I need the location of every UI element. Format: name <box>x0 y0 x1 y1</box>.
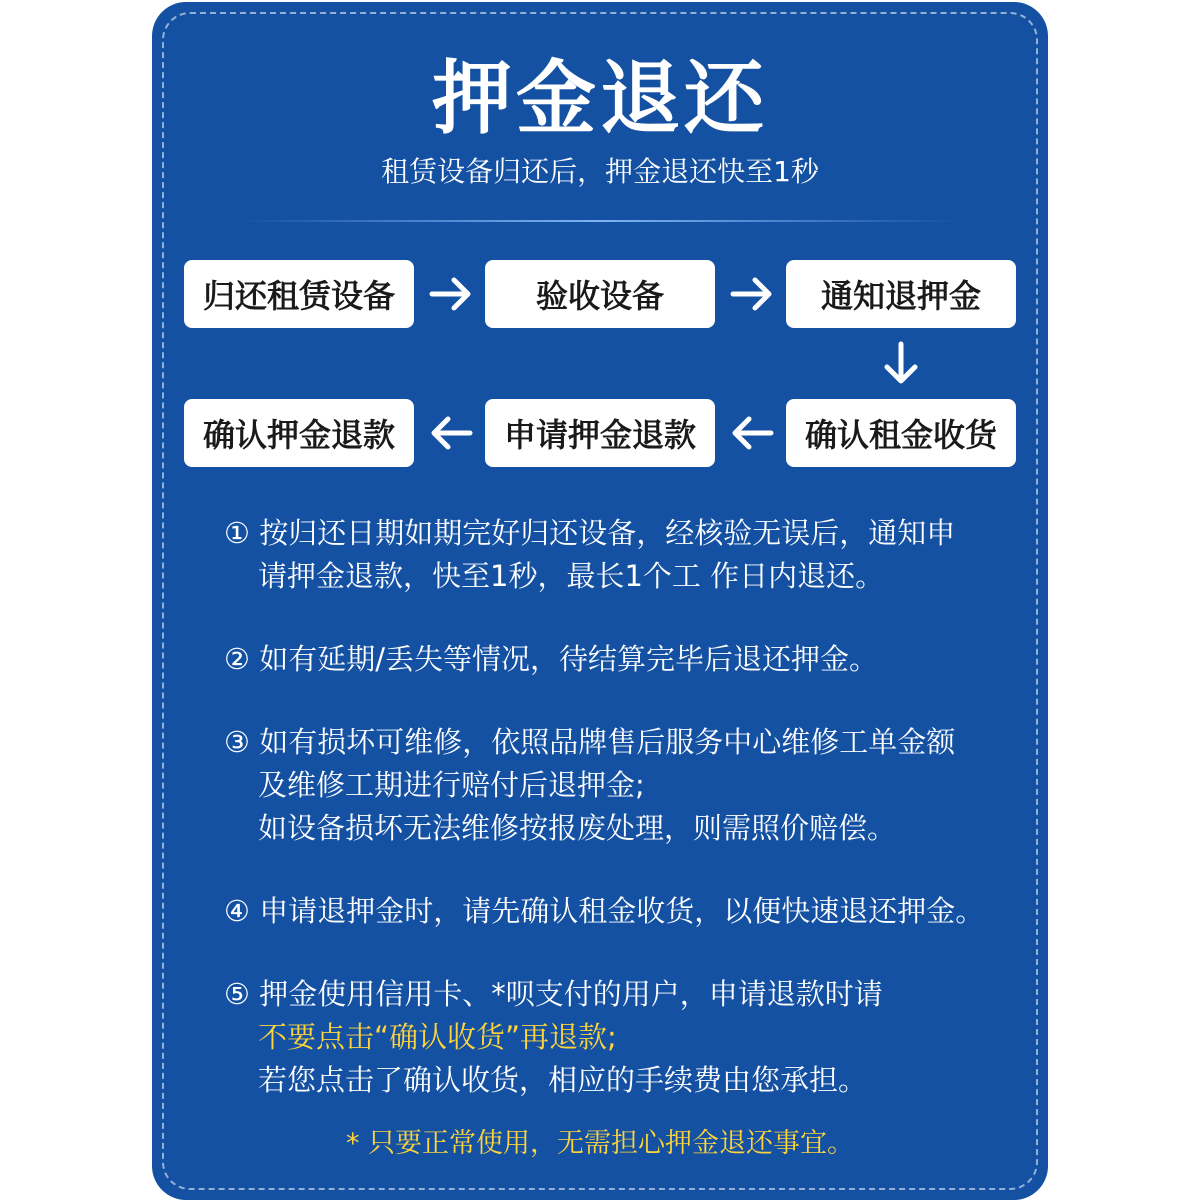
arrow-left-icon <box>426 408 476 458</box>
step-inspect-device: 验收设备 <box>485 260 715 328</box>
notes-list <box>224 512 1008 1142</box>
arrow-left-icon <box>727 408 777 458</box>
step-return-device: 归还租赁设备 <box>184 260 414 328</box>
note-line: 请押金退款，快至1秒，最长1个工 作日内退还。 <box>258 559 885 593</box>
note-3 <box>224 721 1008 850</box>
note-line: 及维修工期进行赔付后退押金; <box>258 768 645 802</box>
note-5 <box>224 973 1008 1102</box>
footer-note: * 只要正常使用，无需担心押金退还事宜。 <box>345 1128 855 1159</box>
arrow-right-icon <box>727 269 777 319</box>
step-confirm-deposit-refund: 确认押金退款 <box>184 399 414 467</box>
arrow-down-icon <box>876 339 926 389</box>
arrow-right-icon <box>426 269 476 319</box>
note-line: ④ 申请退押金时，请先确认租金收货，以便快速退还押金。 <box>224 894 985 928</box>
deposit-refund-card <box>152 2 1048 1200</box>
note-line: ③ 如有损坏可维修，依照品牌售后服务中心维修工单金额 <box>224 725 956 759</box>
note-line: ⑤ 押金使用信用卡、*呗支付的用户，申请退款时请 <box>224 977 883 1011</box>
note-4 <box>224 890 1008 933</box>
note-line: ① 按归还日期如期完好归还设备，经核验无误后，通知申 <box>224 516 956 550</box>
step-notify-refund: 通知退押金 <box>786 260 1016 328</box>
note-line: ② 如有延期/丢失等情况，待结算完毕后退还押金。 <box>224 642 878 676</box>
note-1 <box>224 512 1008 598</box>
page-subtitle: 租赁设备归还后，押金退还快至1秒 <box>381 155 819 188</box>
note-2 <box>224 638 1008 681</box>
note-line: 如设备损坏无法维修按报废处理，则需照价赔偿。 <box>258 811 897 845</box>
note-line: 若您点击了确认收货，相应的手续费由您承担。 <box>258 1063 868 1097</box>
note-warning-line: 不要点击“确认收货”再退款; <box>258 1020 617 1054</box>
step-apply-deposit-refund: 申请押金退款 <box>485 399 715 467</box>
step-confirm-rent-receipt: 确认租金收货 <box>786 399 1016 467</box>
page-title: 押金退还 <box>432 52 768 145</box>
divider <box>242 220 958 222</box>
